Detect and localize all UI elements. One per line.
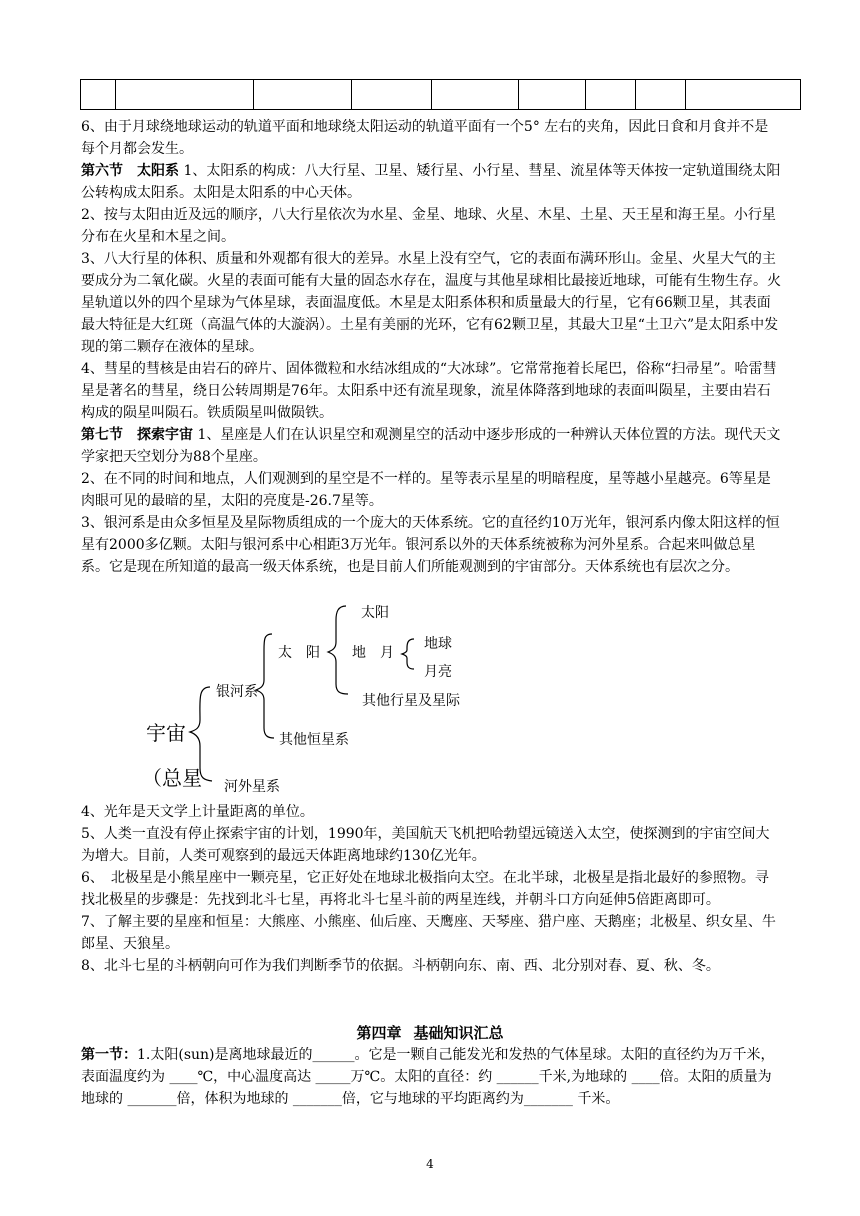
chapter-heading <box>0 1022 860 1043</box>
node-total-galaxy: （总星 <box>142 766 202 790</box>
paragraph-text: 8、北斗七星的斗柄朝向可作为我们判断季节的依据。斗柄朝向东、南、西、北分别对春、夏、秋、冬。 <box>81 958 720 974</box>
section-heading: 第七节 探索宇宙 <box>81 427 193 443</box>
paragraph <box>81 955 781 977</box>
paragraph <box>81 911 781 955</box>
paragraph-text: 3、八大行星的体积、质量和外观都有很大的差异。水星上没有空气，它的表面布满环形山。金星、火星大气的主要成分为二氧化碳。火星的表面可能有大量的固态水存在，温度与其他星球相比最接近地球，可能有生物生存。火星轨道以外的四个星球为气体星球，表面温度低。木星是太阳系体积和质量最大的行星，它有66颗卫星，其表面最大特征是大红斑（高温气体的大漩涡）。土星有美丽的光环，它有62颗卫星，其最大卫星“土卫六”是太阳系中发现的第二颗存在液体的星球。 <box>81 251 781 355</box>
paragraph-text: 1、星座是人们在认识星空和观测星空的活动中逐步形成的一种辨认天体位置的方法。现代天文学家把天空划分为88个星座。 <box>81 427 781 465</box>
paragraph-text: 4、光年是天文学上计量距离的单位。 <box>81 804 314 820</box>
chapter-title: 基础知识汇总 <box>413 1024 504 1042</box>
paragraph-text: 2、在不同的时间和地点，人们观测到的星空是不一样的。星等表示星星的明暗程度，星等越小星越亮。6等星是肉眼可见的最暗的星，太阳的亮度是-26.7星等。 <box>81 471 771 509</box>
brace-galaxy <box>256 634 274 738</box>
paragraph <box>81 867 781 911</box>
node-other-star-systems: 其他恒星系 <box>279 732 349 748</box>
paragraph-text: 3、银河系是由众多恒星及星际物质组成的一个庞大的天体系统。它的直径约10万光年，银河系内像太阳这样的恒星有2000多亿颗。太阳与银河系中心相距3万光年。银河系以外的天体系统被称为河外星系。合起来叫做总星系。它是现在所知道的最高一级天体系统，也是目前人们所能观测到的宇宙部分。天体系统也有层次之分。 <box>81 515 780 575</box>
paragraph-text: 2、按与太阳由近及远的顺序，八大行星依次为水星、金星、地球、火星、木星、土星、天王星和海王星。小行星分布在火星和木星之间。 <box>81 207 776 245</box>
section-heading: 第一节： <box>81 1047 137 1063</box>
paragraph <box>81 1044 781 1110</box>
brace-earth-moon <box>402 639 414 669</box>
node-universe: 宇宙 <box>146 721 186 745</box>
body-text-block-2 <box>81 801 781 977</box>
node-moon: 月亮 <box>424 664 452 680</box>
node-earth: 地球 <box>424 636 452 652</box>
chapter-number: 第四章 <box>356 1024 402 1042</box>
paragraph-text: 5、人类一直没有停止探索宇宙的计划，1990年，美国航天飞机把哈勃望远镜送入太空，使探测到的宇宙空间大为增大。目前，人类可观察到的最远天体距离地球约130亿光年。 <box>81 826 770 864</box>
paragraph <box>81 801 781 823</box>
paragraph-text: 1、太阳系的构成：八大行星、卫星、矮行星、小行星、彗星、流星体等天体按一定轨道围绕太阳公转构成太阳系。太阳是太阳系的中心天体。 <box>81 163 781 201</box>
brace-solar-system <box>328 606 348 694</box>
paragraph-text: 4、彗星的彗核是由岩石的碎片、固体微粒和水结冰组成的“大冰球”。它常常拖着长尾巴，俗称“扫帚星”。哈雷彗星是著名的彗星，绕日公转周期是76年。太阳系中还有流星现象，流星体降落到地球的表面叫陨星，主要由岩石构成的陨星叫陨石。铁质陨星叫做陨铁。 <box>81 361 777 421</box>
page-number: 4 <box>426 1157 434 1171</box>
node-other-planets: 其他行星及星际 <box>362 693 460 709</box>
paragraph-text: 6、由于月球绕地球运动的轨道平面和地球绕太阳运动的轨道平面有一个5° 左右的夹角，因此日食和月食并不是每个月都会发生。 <box>81 119 769 157</box>
node-solar-system: 太 阳 <box>278 645 320 661</box>
node-extragalactic: 河外星系 <box>224 779 280 795</box>
paragraph <box>81 823 781 867</box>
paragraph-text: 7、了解主要的星座和恒星：大熊座、小熊座、仙后座、天鹰座、天琴座、猎户座、天鹅座；北极星、织女星、牛郎星、天狼星。 <box>81 914 776 952</box>
node-milky-way: 银河系 <box>216 684 258 700</box>
paragraph-text: 6、 北极星是小熊星座中一颗亮星，它正好处在地球北极指向太空。在北半球，北极星是指北最好的参照物。寻找北极星的步骤是：先找到北斗七星，再将北斗七星斗前的两星连线，并朝斗口方向延伸5倍距离即可。 <box>81 870 769 908</box>
node-sun: 太阳 <box>361 605 389 621</box>
section-heading: 第六节 太阳系 <box>81 163 179 179</box>
fill-in-blank-text: 1.太阳(sun)是离地球最近的______。它是一颗自己能发光和发热的气体星球。太阳的直径约为万千米，表面温度约为 ____℃，中心温度高达 _____万℃。太阳的直径：约 ______千米,为地球的 ____倍。太阳的质量为地球的 _______倍，体积为地球的 _______倍，它与地球的平均距离约为_______ 千米。 <box>81 1047 775 1107</box>
section-1-block <box>81 1044 781 1110</box>
node-earth-moon-system: 地 月 <box>352 645 394 661</box>
